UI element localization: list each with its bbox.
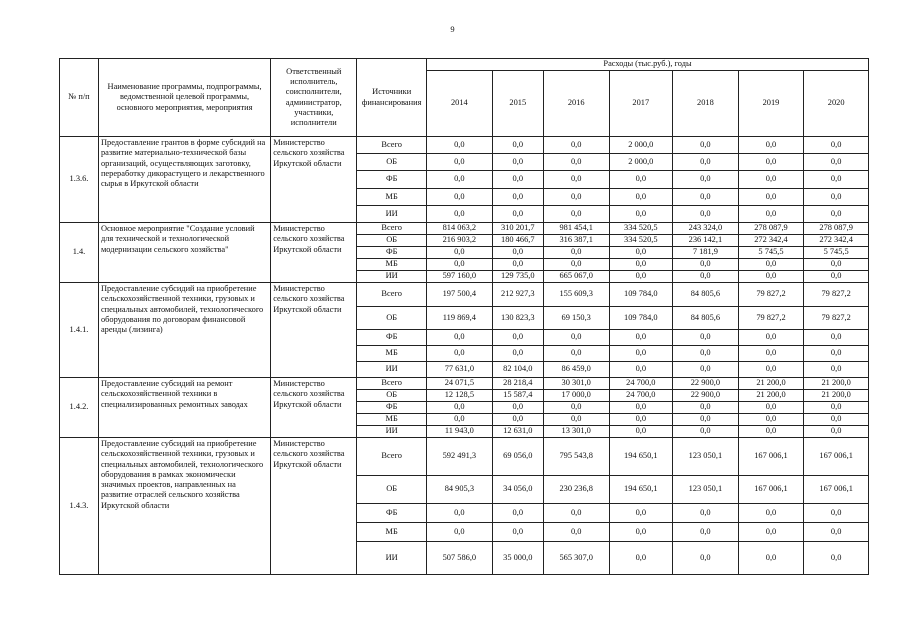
amount-cell: 0,0 <box>543 346 609 362</box>
amount-cell: 11 943,0 <box>427 426 493 438</box>
amount-cell: 212 927,3 <box>492 283 543 307</box>
amount-cell: 129 735,0 <box>492 271 543 283</box>
table-row <box>60 137 869 154</box>
amount-cell: 0,0 <box>738 330 804 346</box>
amount-cell: 0,0 <box>804 171 869 189</box>
amount-cell: 0,0 <box>427 259 493 271</box>
header-year: 2017 <box>609 71 673 137</box>
amount-cell: 84 905,3 <box>427 476 493 504</box>
amount-cell: 272 342,4 <box>738 235 804 247</box>
amount-cell: 0,0 <box>427 523 493 542</box>
amount-cell: 0,0 <box>543 414 609 426</box>
amount-cell: 21 200,0 <box>804 378 869 390</box>
amount-cell: 981 454,1 <box>543 223 609 235</box>
amount-cell: 5 745,5 <box>804 247 869 259</box>
amount-cell: 0,0 <box>738 542 804 575</box>
amount-cell: 0,0 <box>492 154 543 171</box>
amount-cell: 24 700,0 <box>609 390 673 402</box>
amount-cell: 28 218,4 <box>492 378 543 390</box>
table-header <box>60 59 869 137</box>
amount-cell: 0,0 <box>492 137 543 154</box>
amount-cell: 0,0 <box>804 362 869 378</box>
amount-cell: 0,0 <box>804 426 869 438</box>
amount-cell: 0,0 <box>609 171 673 189</box>
amount-cell: 278 087,9 <box>804 223 869 235</box>
amount-cell: 0,0 <box>673 414 739 426</box>
amount-cell: 0,0 <box>673 504 739 523</box>
amount-cell: 0,0 <box>543 247 609 259</box>
amount-cell: 2 000,0 <box>609 154 673 171</box>
amount-cell: 0,0 <box>492 206 543 223</box>
funding-source: Всего <box>357 137 427 154</box>
amount-cell: 21 200,0 <box>738 390 804 402</box>
funding-source: ИИ <box>357 206 427 223</box>
amount-cell: 0,0 <box>673 523 739 542</box>
amount-cell: 0,0 <box>427 189 493 206</box>
amount-cell: 592 491,3 <box>427 438 493 476</box>
amount-cell: 0,0 <box>609 414 673 426</box>
row-responsible: Министерство сельского хозяйства Иркутской области <box>271 378 357 438</box>
amount-cell: 0,0 <box>543 171 609 189</box>
amount-cell: 0,0 <box>492 259 543 271</box>
row-name: Предоставление субсидий на приобретение сельскохозяйственной техники, грузовых и специальных автомобилей, технологического оборудования в рамках экономически значимых проектов, направленных на развитие отраслей сельского хозяйства Иркутской области <box>98 438 270 575</box>
amount-cell: 0,0 <box>738 206 804 223</box>
amount-cell: 0,0 <box>427 206 493 223</box>
amount-cell: 0,0 <box>427 137 493 154</box>
amount-cell: 7 181,9 <box>673 247 739 259</box>
amount-cell: 0,0 <box>673 137 739 154</box>
amount-cell: 13 301,0 <box>543 426 609 438</box>
amount-cell: 0,0 <box>427 346 493 362</box>
amount-cell: 0,0 <box>673 330 739 346</box>
amount-cell: 0,0 <box>738 137 804 154</box>
header-year: 2014 <box>427 71 493 137</box>
amount-cell: 77 631,0 <box>427 362 493 378</box>
funding-source: ФБ <box>357 402 427 414</box>
amount-cell: 2 000,0 <box>609 137 673 154</box>
funding-source: МБ <box>357 259 427 271</box>
amount-cell: 507 586,0 <box>427 542 493 575</box>
amount-cell: 15 587,4 <box>492 390 543 402</box>
amount-cell: 0,0 <box>427 402 493 414</box>
amount-cell: 194 650,1 <box>609 476 673 504</box>
header-name: Наименование программы, подпрограммы, ведомственной целевой программы, основного мероприятия, мероприятия <box>98 59 270 137</box>
amount-cell: 216 903,2 <box>427 235 493 247</box>
funding-source: ОБ <box>357 307 427 330</box>
amount-cell: 316 387,1 <box>543 235 609 247</box>
header-source: Источники финансирования <box>357 59 427 137</box>
amount-cell: 17 000,0 <box>543 390 609 402</box>
amount-cell: 0,0 <box>738 171 804 189</box>
amount-cell: 123 050,1 <box>673 476 739 504</box>
amount-cell: 69 056,0 <box>492 438 543 476</box>
amount-cell: 0,0 <box>543 504 609 523</box>
amount-cell: 86 459,0 <box>543 362 609 378</box>
amount-cell: 0,0 <box>738 402 804 414</box>
amount-cell: 79 827,2 <box>804 307 869 330</box>
amount-cell: 167 006,1 <box>738 438 804 476</box>
row-responsible: Министерство сельского хозяйства Иркутской области <box>271 438 357 575</box>
amount-cell: 69 150,3 <box>543 307 609 330</box>
amount-cell: 123 050,1 <box>673 438 739 476</box>
amount-cell: 79 827,2 <box>738 283 804 307</box>
amount-cell: 0,0 <box>543 402 609 414</box>
amount-cell: 21 200,0 <box>738 378 804 390</box>
funding-source: ОБ <box>357 390 427 402</box>
amount-cell: 0,0 <box>673 402 739 414</box>
amount-cell: 0,0 <box>673 259 739 271</box>
amount-cell: 0,0 <box>673 542 739 575</box>
amount-cell: 0,0 <box>427 330 493 346</box>
amount-cell: 0,0 <box>492 189 543 206</box>
funding-source: Всего <box>357 378 427 390</box>
amount-cell: 0,0 <box>738 259 804 271</box>
amount-cell: 79 827,2 <box>804 283 869 307</box>
amount-cell: 0,0 <box>492 504 543 523</box>
funding-source: ФБ <box>357 171 427 189</box>
header-year: 2018 <box>673 71 739 137</box>
funding-source: ИИ <box>357 426 427 438</box>
amount-cell: 310 201,7 <box>492 223 543 235</box>
amount-cell: 79 827,2 <box>738 307 804 330</box>
header-responsible: Ответственный исполнитель, соисполнители, администратор, участники, исполнители <box>271 59 357 137</box>
funding-source: Всего <box>357 283 427 307</box>
amount-cell: 272 342,4 <box>804 235 869 247</box>
funding-source: ИИ <box>357 362 427 378</box>
header-year: 2016 <box>543 71 609 137</box>
amount-cell: 0,0 <box>609 259 673 271</box>
amount-cell: 5 745,5 <box>738 247 804 259</box>
amount-cell: 0,0 <box>804 504 869 523</box>
amount-cell: 0,0 <box>609 362 673 378</box>
amount-cell: 0,0 <box>673 362 739 378</box>
amount-cell: 0,0 <box>543 259 609 271</box>
amount-cell: 0,0 <box>673 346 739 362</box>
amount-cell: 0,0 <box>673 171 739 189</box>
amount-cell: 0,0 <box>543 189 609 206</box>
amount-cell: 0,0 <box>804 402 869 414</box>
header-number: № п/п <box>60 59 99 137</box>
amount-cell: 334 520,5 <box>609 235 673 247</box>
amount-cell: 334 520,5 <box>609 223 673 235</box>
amount-cell: 230 236,8 <box>543 476 609 504</box>
amount-cell: 814 063,2 <box>427 223 493 235</box>
row-name: Предоставление грантов в форме субсидий на развитие материально-технической базы организаций, осуществляющих заготовку, переработку дикорастущего и лекарственного сырья в Иркутской области <box>98 137 270 223</box>
amount-cell: 0,0 <box>427 504 493 523</box>
amount-cell: 0,0 <box>738 504 804 523</box>
row-name: Основное мероприятие "Создание условий для технической и технологической модернизации сельского хозяйства" <box>98 223 270 283</box>
amount-cell: 0,0 <box>609 542 673 575</box>
amount-cell: 0,0 <box>738 414 804 426</box>
amount-cell: 0,0 <box>738 271 804 283</box>
row-name: Предоставление субсидий на ремонт сельскохозяйственной техники в специализированных ремонтных заводах <box>98 378 270 438</box>
amount-cell: 119 869,4 <box>427 307 493 330</box>
amount-cell: 0,0 <box>804 346 869 362</box>
table-row <box>60 378 869 390</box>
amount-cell: 0,0 <box>543 137 609 154</box>
amount-cell: 21 200,0 <box>804 390 869 402</box>
amount-cell: 35 000,0 <box>492 542 543 575</box>
amount-cell: 84 805,6 <box>673 283 739 307</box>
amount-cell: 0,0 <box>543 206 609 223</box>
row-code: 1.4.3. <box>60 438 99 575</box>
amount-cell: 0,0 <box>673 206 739 223</box>
amount-cell: 24 700,0 <box>609 378 673 390</box>
amount-cell: 155 609,3 <box>543 283 609 307</box>
amount-cell: 0,0 <box>609 504 673 523</box>
amount-cell: 167 006,1 <box>738 476 804 504</box>
amount-cell: 0,0 <box>738 154 804 171</box>
row-responsible: Министерство сельского хозяйства Иркутской области <box>271 283 357 378</box>
amount-cell: 0,0 <box>804 414 869 426</box>
funding-source: ФБ <box>357 330 427 346</box>
amount-cell: 0,0 <box>738 346 804 362</box>
row-name: Предоставление субсидий на приобретение сельскохозяйственной техники, грузовых и специальных автомобилей, технологического оборудования по договорам финансовой аренды (лизинга) <box>98 283 270 378</box>
table-row <box>60 438 869 476</box>
amount-cell: 30 301,0 <box>543 378 609 390</box>
amount-cell: 0,0 <box>492 402 543 414</box>
amount-cell: 24 071,5 <box>427 378 493 390</box>
amount-cell: 194 650,1 <box>609 438 673 476</box>
funding-source: ОБ <box>357 476 427 504</box>
amount-cell: 84 805,6 <box>673 307 739 330</box>
amount-cell: 0,0 <box>804 206 869 223</box>
amount-cell: 0,0 <box>609 523 673 542</box>
amount-cell: 0,0 <box>609 271 673 283</box>
amount-cell: 665 067,0 <box>543 271 609 283</box>
amount-cell: 167 006,1 <box>804 438 869 476</box>
amount-cell: 0,0 <box>804 523 869 542</box>
amount-cell: 0,0 <box>609 330 673 346</box>
header-expenses: Расходы (тыс.руб.), годы <box>427 59 869 71</box>
amount-cell: 0,0 <box>804 259 869 271</box>
row-code: 1.4. <box>60 223 99 283</box>
amount-cell: 0,0 <box>427 171 493 189</box>
amount-cell: 109 784,0 <box>609 283 673 307</box>
amount-cell: 22 900,0 <box>673 378 739 390</box>
funding-source: ИИ <box>357 271 427 283</box>
amount-cell: 243 324,0 <box>673 223 739 235</box>
amount-cell: 565 307,0 <box>543 542 609 575</box>
amount-cell: 167 006,1 <box>804 476 869 504</box>
amount-cell: 0,0 <box>427 247 493 259</box>
amount-cell: 0,0 <box>673 426 739 438</box>
amount-cell: 0,0 <box>543 523 609 542</box>
amount-cell: 0,0 <box>609 402 673 414</box>
amount-cell: 0,0 <box>609 189 673 206</box>
amount-cell: 34 056,0 <box>492 476 543 504</box>
amount-cell: 197 500,4 <box>427 283 493 307</box>
amount-cell: 0,0 <box>804 330 869 346</box>
funding-source: ФБ <box>357 504 427 523</box>
funding-source: Всего <box>357 438 427 476</box>
amount-cell: 0,0 <box>492 171 543 189</box>
row-code: 1.4.1. <box>60 283 99 378</box>
amount-cell: 0,0 <box>738 426 804 438</box>
amount-cell: 0,0 <box>738 523 804 542</box>
header-year: 2015 <box>492 71 543 137</box>
amount-cell: 795 543,8 <box>543 438 609 476</box>
page-number: 9 <box>450 24 455 34</box>
amount-cell: 0,0 <box>492 523 543 542</box>
amount-cell: 0,0 <box>427 154 493 171</box>
amount-cell: 12 128,5 <box>427 390 493 402</box>
funding-source: МБ <box>357 523 427 542</box>
amount-cell: 0,0 <box>804 271 869 283</box>
amount-cell: 0,0 <box>492 414 543 426</box>
row-code: 1.3.6. <box>60 137 99 223</box>
amount-cell: 0,0 <box>492 247 543 259</box>
amount-cell: 130 823,3 <box>492 307 543 330</box>
amount-cell: 109 784,0 <box>609 307 673 330</box>
amount-cell: 0,0 <box>673 189 739 206</box>
header-year: 2020 <box>804 71 869 137</box>
amount-cell: 0,0 <box>609 346 673 362</box>
amount-cell: 0,0 <box>609 206 673 223</box>
table-row <box>60 283 869 307</box>
amount-cell: 597 160,0 <box>427 271 493 283</box>
amount-cell: 0,0 <box>673 271 739 283</box>
amount-cell: 0,0 <box>427 414 493 426</box>
amount-cell: 0,0 <box>492 346 543 362</box>
amount-cell: 278 087,9 <box>738 223 804 235</box>
header-year: 2019 <box>738 71 804 137</box>
amount-cell: 0,0 <box>673 154 739 171</box>
funding-source: Всего <box>357 223 427 235</box>
amount-cell: 0,0 <box>804 189 869 206</box>
amount-cell: 0,0 <box>543 154 609 171</box>
funding-source: ОБ <box>357 154 427 171</box>
funding-source: ОБ <box>357 235 427 247</box>
amount-cell: 0,0 <box>543 330 609 346</box>
amount-cell: 82 104,0 <box>492 362 543 378</box>
amount-cell: 0,0 <box>804 154 869 171</box>
amount-cell: 0,0 <box>492 330 543 346</box>
amount-cell: 12 631,0 <box>492 426 543 438</box>
amount-cell: 0,0 <box>609 247 673 259</box>
amount-cell: 180 466,7 <box>492 235 543 247</box>
funding-source: ФБ <box>357 247 427 259</box>
funding-source: МБ <box>357 189 427 206</box>
row-code: 1.4.2. <box>60 378 99 438</box>
amount-cell: 0,0 <box>804 137 869 154</box>
amount-cell: 22 900,0 <box>673 390 739 402</box>
row-responsible: Министерство сельского хозяйства Иркутской области <box>271 223 357 283</box>
table-row <box>60 223 869 235</box>
funding-source: МБ <box>357 346 427 362</box>
funding-source: МБ <box>357 414 427 426</box>
budget-table <box>59 58 869 575</box>
table-body <box>60 137 869 575</box>
amount-cell: 0,0 <box>738 362 804 378</box>
row-responsible: Министерство сельского хозяйства Иркутской области <box>271 137 357 223</box>
amount-cell: 0,0 <box>738 189 804 206</box>
amount-cell: 0,0 <box>609 426 673 438</box>
amount-cell: 236 142,1 <box>673 235 739 247</box>
amount-cell: 0,0 <box>804 542 869 575</box>
funding-source: ИИ <box>357 542 427 575</box>
